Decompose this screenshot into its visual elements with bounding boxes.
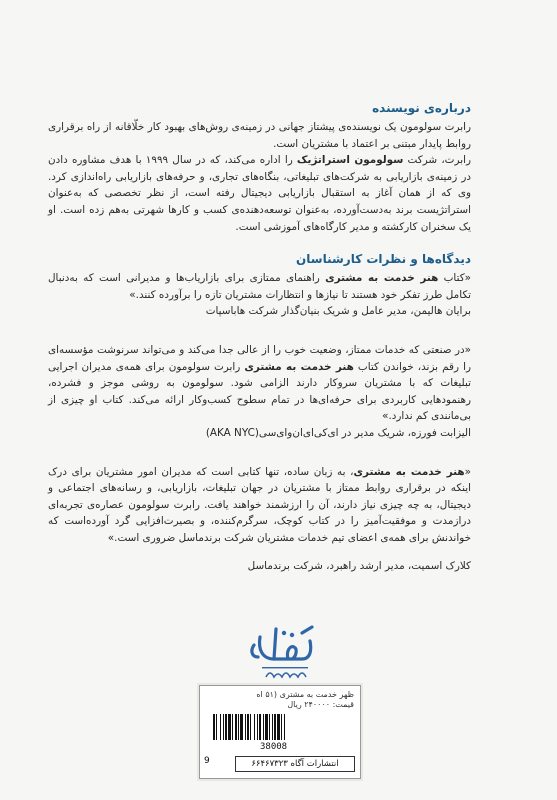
barcode bbox=[213, 714, 351, 740]
review-quote-3 bbox=[48, 464, 471, 576]
review-quote-3-attribution: کلارک اسمیت، مدیر ارشد راهبرد، شرکت برندماسل bbox=[247, 560, 471, 573]
sticker-price: قیمت: ۲۴۰۰۰۰ ریال bbox=[287, 700, 354, 709]
reviews-heading: دیدگاه‌ها و نظرات کارشناسان bbox=[296, 252, 471, 267]
review-quote-1-text: «کتاب هنر خدمت به مشتری راهنمای ممتازی برای بازاریاب‌ها و مدیرانی است که به‌دنبال تکامل طرز تفکر خود هستند تا نیازها و انتظارات مشتریان تازه را برآورده کنند.» bbox=[48, 272, 472, 301]
about-author-paragraph-2: رابرت، شرکت سولومون استراتژیک را اداره می‌کند، که در سال ۱۹۹۹ با هدف مشاوره دادن در زمینه‌ی بازاریابی به شرکت‌های تبلیغاتی، بنگاه‌های تجاری، و حرفه‌های بازاریابی راه‌اندازی کرد. وی که از همان آغاز به استقبال بازاریابی دیجیتال رفته است، از نظر تخصصی که به‌عنوان استراتژیست برند به‌دست‌آورده، به‌عنوان توسعه‌دهنده‌ی کسب‌ و کارها شهرتی به‌هم زده است. او یک سخنران کارکشته و مدیر کارگاه‌های آموزشی است. bbox=[48, 154, 471, 233]
review-quote-1-attribution: برایان هالیمن، مدیر عامل و شریک بنیان‌گذار شرکت هاباسپات bbox=[205, 305, 471, 318]
barcode-bar bbox=[285, 714, 287, 740]
stock-number: 38008 bbox=[260, 742, 288, 752]
review-quote-1 bbox=[48, 270, 471, 320]
back-cover-text bbox=[48, 100, 471, 575]
sticker-edge-digit: 9 bbox=[204, 756, 210, 766]
about-author-heading: درباره‌ی نویسنده bbox=[372, 101, 471, 115]
review-quote-2-text: «در صنعتی که خدمات ممتاز، وضعیت خوب را از عالی جدا می‌کند و می‌تواند سرنوشت مؤسسه‌ای را رقم بزند، خواندن کتاب هنر خدمت به مشتری رابرت سولومون برای همه‌ی مدیران اجرایی تبلیغات که با مشتریان سروکار دارند الزامی شود. سولومون به روشی موجز و فشرده، رهنمودهایی کاربردی برای حرفه‌ای‌ها در تمام سطوح کسب‌وکار ارائه می‌کند. کتاب او چیزی از بی‌مانندی کم ندارد.» bbox=[48, 343, 472, 423]
review-quote-3-text: «هنر خدمت به مشتری، به زبان ساده، تنها کتابی است که مدیران امور مشتریان برای درک اینکه در برقراری روابط ممتاز با مشتریان در جهان تبلیغات، بازاریابی، و رسانه‌های اجتماعی و دیجیتال، به چه چیزی نیاز دارند، آن را ارزشمند خواهند یافت. رابرت سولومون عصاره‌ی تجربه‌ای درازمدت و موفقیت‌آمیز را در کتاب کوچک، سرگرم‌کننده، و بصیرت‌افزایی گرد آورده‌است که خواندنش برای همه‌ی اعضای تیم خدمات مشتریان شرکت برندماسل ضروری است.» bbox=[48, 465, 471, 544]
price-sticker bbox=[199, 685, 361, 779]
sticker-title: ظهر خدمت به مشتری (۵۱ ا‌ه bbox=[256, 690, 354, 699]
company-name: سولومون استراتژیک bbox=[296, 154, 404, 167]
book-title: هنر خدمت به مشتری bbox=[325, 272, 439, 285]
review-quote-2-attribution: الیزابت فورزه، شریک مدیر در ای‌کی‌ای‌ان‌وای‌سی(AKA NYC) bbox=[205, 426, 471, 439]
publisher-code-label: انتشارات آگاه ۶۶۴۶۷۳۲۳ bbox=[235, 756, 355, 772]
review-quote-2 bbox=[48, 342, 471, 442]
book-title: هنر خدمت به مشتری bbox=[244, 360, 354, 373]
publisher-logo bbox=[240, 615, 330, 685]
about-author-paragraph-1: رابرت سولومون یک نویسنده‌ی پیشتاز جهانی در زمینه‌ی روش‌های بهبود کار خلّاقانه از راه برقراری روابط پایدار مبتنی بر اعتماد با مشتریان است. bbox=[48, 121, 471, 150]
book-title: هنر خدمت به مشتری bbox=[353, 465, 465, 478]
sticker-text bbox=[256, 690, 354, 710]
